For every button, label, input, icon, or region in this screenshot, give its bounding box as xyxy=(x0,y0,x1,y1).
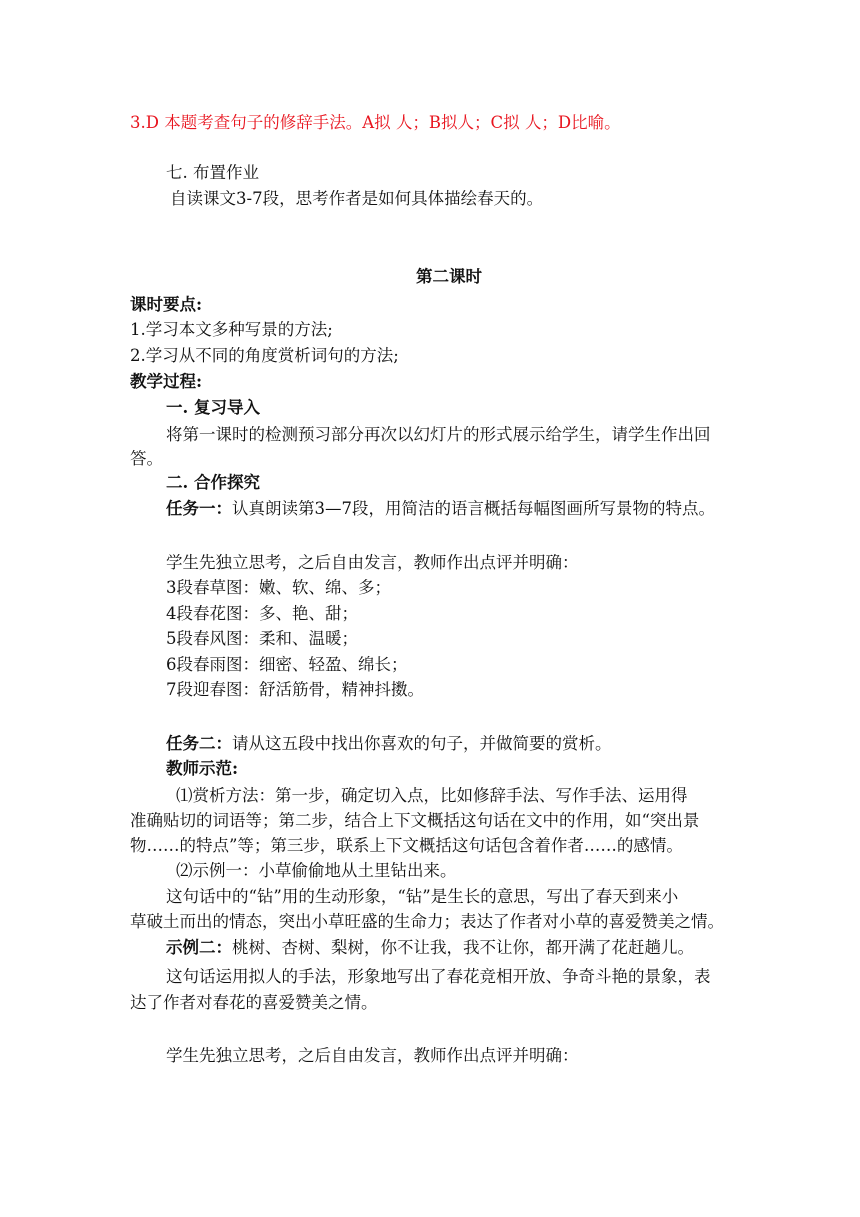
section2-heading: 二. 合作探究 xyxy=(166,473,260,492)
example1-analysis-1: 这句话中的“钻”用的生动形象，“钻”是生长的意思，写出了春天到来小 xyxy=(166,887,679,906)
demo-label: 教师示范: xyxy=(166,759,239,778)
section1-heading: 一. 复习导入 xyxy=(166,398,260,417)
key-points-label: 课时要点: xyxy=(130,295,203,314)
homework-heading: 七. 布置作业 xyxy=(166,163,259,182)
section1-line-2: 答。 xyxy=(130,449,163,468)
student-line-2: 学生先独立思考，之后自由发言，教师作出点评并明确： xyxy=(166,1046,579,1065)
picture-item: 4段春花图：多、艳、甜； xyxy=(166,604,358,623)
example2-label: 示例二： xyxy=(166,938,232,957)
task1-text: 认真朗读第3—7段，用简洁的语言概括每幅图画所写景物的特点。 xyxy=(232,499,715,518)
task1-line xyxy=(166,498,715,520)
section1-line-1: 将第一课时的检测预习部分再次以幻灯片的形式展示给学生，请学生作出回 xyxy=(166,425,711,444)
example2-analysis-2: 达了作者对春花的喜爱赞美之情。 xyxy=(130,993,378,1012)
picture-item: 5段春风图：柔和、温暖； xyxy=(166,629,358,648)
example2-analysis-1: 这句话运用拟人的手法，形象地写出了春花竞相开放、争奇斗艳的景象，表 xyxy=(166,967,711,986)
student-line: 学生先独立思考，之后自由发言，教师作出点评并明确： xyxy=(166,553,579,572)
method-line-2: 准确贴切的词语等；第二步，结合上下文概括这句话在文中的作用，如“突出景 xyxy=(130,811,700,830)
task2-text: 请从这五段中找出你喜欢的句子，并做简要的赏析。 xyxy=(232,734,612,753)
answer-note: 3.D 本题考查句子的修辞手法。A拟 人；B拟人；C拟 人；D比喻。 xyxy=(130,113,621,132)
homework-text: 自读课文3-7段，思考作者是如何具体描绘春天的。 xyxy=(170,189,544,208)
example2-line xyxy=(166,937,694,959)
process-label: 教学过程: xyxy=(130,372,203,391)
picture-item: 7段迎春图：舒活筋骨，精神抖擞。 xyxy=(166,680,424,699)
task2-line xyxy=(166,733,612,755)
lesson-title: 第二课时 xyxy=(416,267,482,286)
task1-label: 任务一： xyxy=(166,499,232,518)
key-point-2: 2.学习从不同的角度赏析词句的方法; xyxy=(130,346,399,365)
picture-item: 6段春雨图：细密、轻盈、绵长； xyxy=(166,655,408,674)
picture-item: 3段春草图：嫩、软、绵、多； xyxy=(166,578,391,597)
example2-text: 桃树、杏树、梨树，你不让我，我不让你，都开满了花赶趟儿。 xyxy=(232,938,694,957)
method-line-3: 物……的特点”等；第三步，联系上下文概括这句话包含着作者……的感情。 xyxy=(130,836,683,855)
method-line-1: ⑴赏析方法：第一步，确定切入点，比如修辞手法、写作手法、运用得 xyxy=(176,786,688,805)
task2-label: 任务二： xyxy=(166,734,232,753)
key-point-1: 1.学习本文多种写景的方法; xyxy=(130,320,333,339)
example1-line: ⑵示例一：小草偷偷地从土里钻出来。 xyxy=(176,861,457,880)
example1-analysis-2: 草破土而出的情态，突出小草旺盛的生命力；表达了作者对小草的喜爱赞美之情。 xyxy=(130,912,724,931)
